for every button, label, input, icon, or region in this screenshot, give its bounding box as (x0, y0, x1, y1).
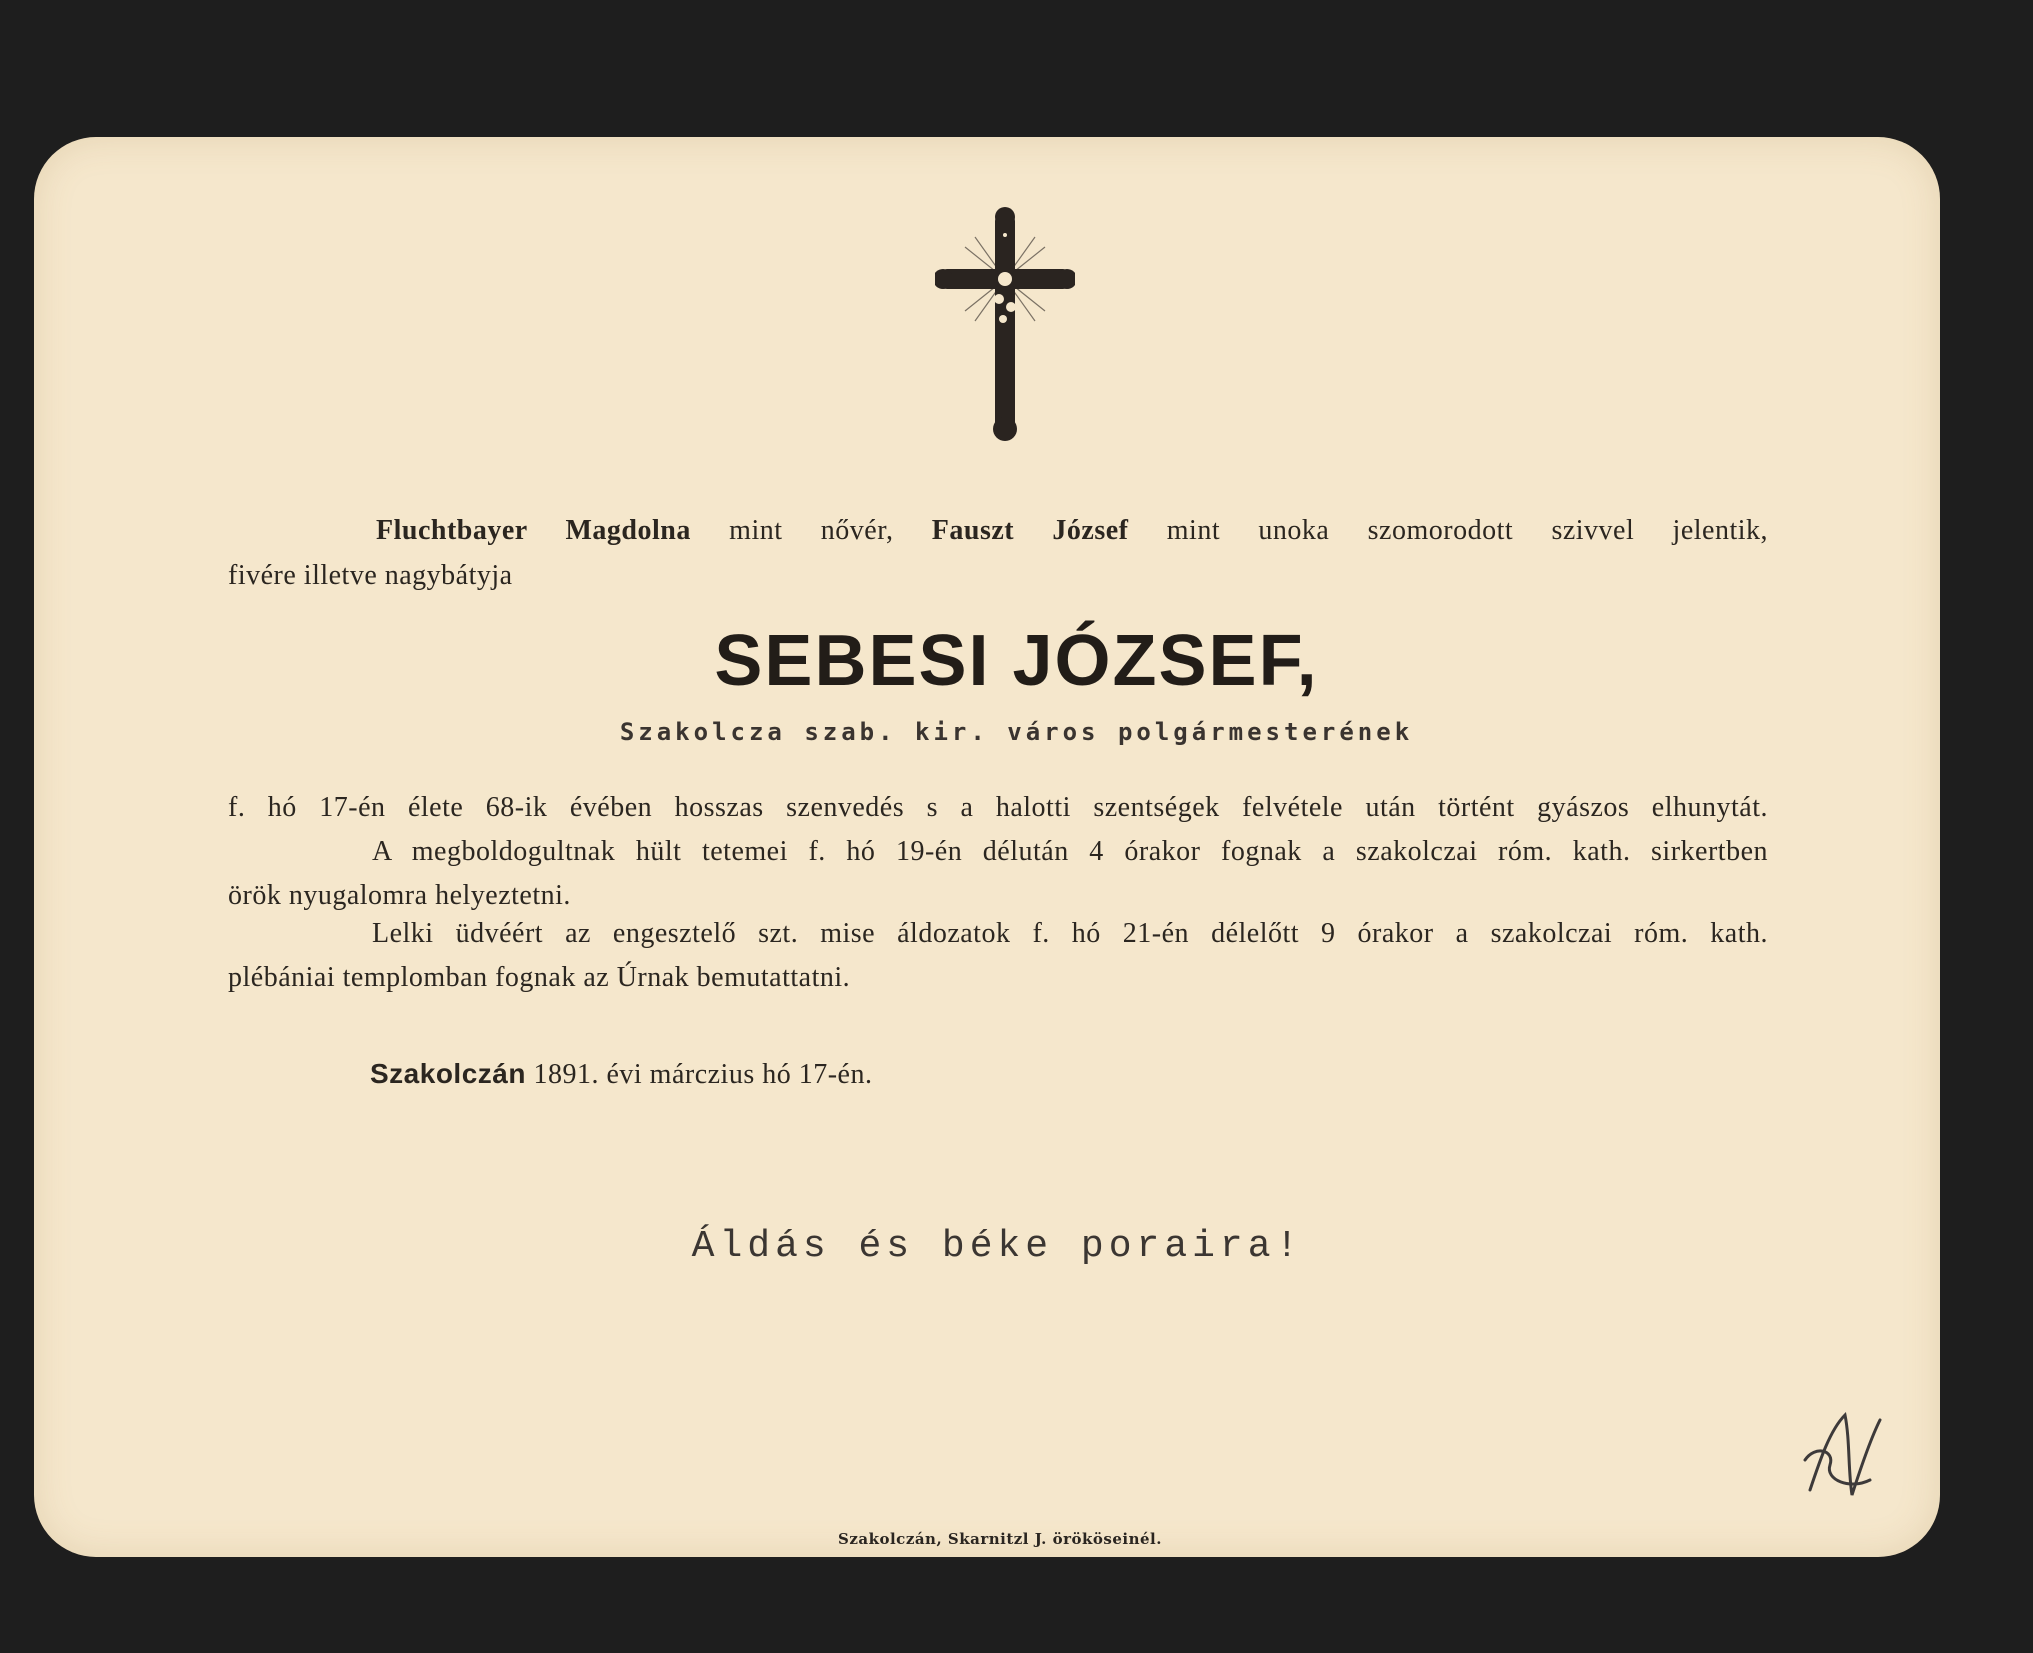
body-line-3: örök nyugalomra helyeztetni. (228, 880, 571, 911)
body-line-2: A megboldogultnak hült tetemei f. hó 19-én délután 4 órakor fognak a szakolczai róm. kath. sirkertben (372, 836, 1768, 867)
blessing: Áldás és béke poraira! (691, 1225, 1304, 1268)
nephew-name: Fauszt József (931, 515, 1129, 546)
sister-name: Fluchtbayer Magdolna (376, 515, 691, 546)
dateline-place: Szakolczán (370, 1058, 526, 1089)
intro-text-2: mint unoka szomorodott szivvel jelentik, (1166, 515, 1769, 546)
intro-text-1: mint nővér, (729, 515, 894, 546)
dateline-date: 1891. évi márczius hó 17-én. (533, 1059, 873, 1090)
dateline (370, 1058, 872, 1091)
intro-line-1 (376, 515, 1768, 547)
deceased-name: SEBESI JÓZSEF, (714, 621, 1319, 701)
intro-line-2: fivére illetve nagybátyja (228, 560, 513, 591)
body-line-1: f. hó 17-én élete 68-ik évében hosszas szenvedés s a halotti szentségek felvétele után történt gyászos elhunytát. (228, 792, 1768, 823)
deceased-title: Szakolcza szab. kir. város polgármesterének (619, 718, 1414, 746)
printer-imprint: Szakolczán, Skarnitzl J. örököseinél. (838, 1530, 1162, 1548)
handwritten-signature (1790, 1400, 1890, 1510)
cross-icon (935, 207, 1075, 442)
body-line-4: Lelki üdvéért az engesztelő szt. mise áldozatok f. hó 21-én délelőtt 9 órakor a szakolczai róm. kath. (372, 918, 1768, 949)
body-line-5: plébániai templomban fognak az Úrnak bemutattatni. (228, 962, 851, 993)
